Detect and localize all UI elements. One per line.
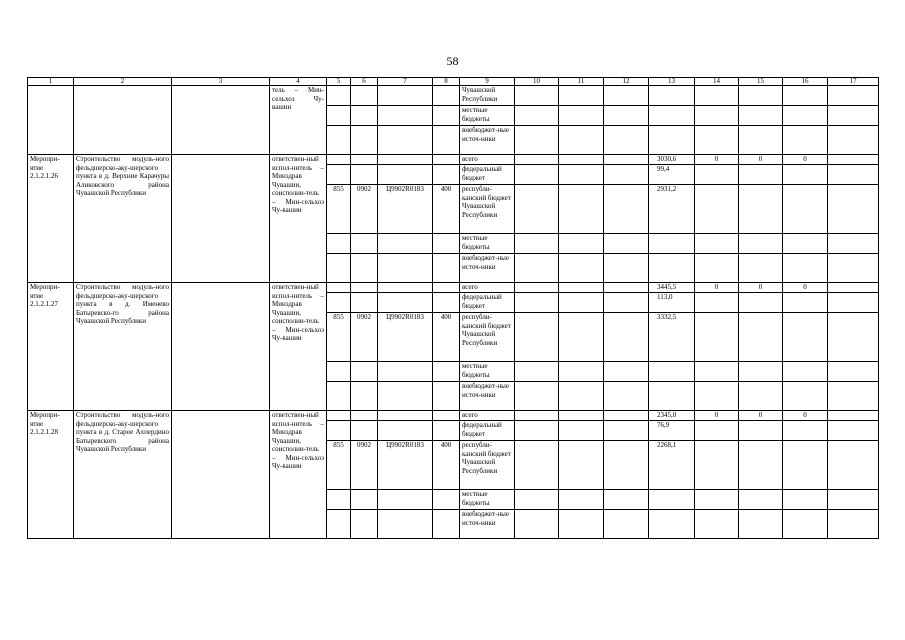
funding-source-cell: всего	[460, 155, 515, 165]
funding-source-cell: всего	[460, 411, 515, 421]
funding-source-cell: внебюджет-ные источ-ники	[460, 382, 515, 411]
funding-source-cell: местные бюджеты	[460, 234, 515, 254]
grbs-cell	[327, 86, 351, 106]
amount-cell: 76,9	[649, 421, 695, 441]
amount-cell: 0	[695, 155, 739, 165]
amount-cell: 3445,5	[649, 283, 695, 293]
amount-cell: 3030,6	[649, 155, 695, 165]
column-number-header: 6	[351, 78, 378, 86]
rzpr-cell: 0902	[351, 185, 378, 234]
column-number-header: 13	[649, 78, 695, 86]
amount-cell: 0	[739, 155, 783, 165]
amount-cell: 0	[695, 283, 739, 293]
funding-source-cell: внебюджет-ные источ-ники	[460, 126, 515, 155]
amount-cell: 0	[695, 411, 739, 421]
program-table	[27, 77, 879, 539]
measure-name-cell: Строительство модуль-ного фельдшерско-аку-шерского пункта в д. Верхние Карачуры Аликовского района Чувашской Республики	[74, 155, 172, 283]
measure-id-cell	[28, 86, 74, 155]
funding-source-cell: внебюджет-ные источ-ники	[460, 254, 515, 283]
funding-source-cell: местные бюджеты	[460, 490, 515, 510]
amount-cell: 0	[783, 155, 828, 165]
funding-source-cell: местные бюджеты	[460, 362, 515, 382]
column-number-header: 17	[828, 78, 879, 86]
csr-cell: Ц9902R0183	[378, 313, 433, 362]
column-number-header: 14	[695, 78, 739, 86]
measure-name-cell	[74, 86, 172, 155]
amount-cell: 0	[783, 283, 828, 293]
column-number-header: 11	[559, 78, 604, 86]
table-row	[28, 411, 879, 421]
executor-cell: ответствен-ный испол-нитель – Минздрав Чувашии, соисполни-тель – Мин-сельхоз Чу-вашии	[270, 155, 327, 283]
goal-cell	[172, 86, 270, 155]
rzpr-cell: 0902	[351, 313, 378, 362]
executor-cell: ответствен-ный испол-нитель – Минздрав Чувашии, соисполни-тель – Мин-сельхоз Чу-вашии	[270, 411, 327, 539]
column-number-header: 16	[783, 78, 828, 86]
executor-cell: тель – Мин-сельхоз Чу-вашии	[270, 86, 327, 155]
table-row	[28, 283, 879, 293]
column-number-header: 12	[604, 78, 649, 86]
amount-cell: 2345,0	[649, 411, 695, 421]
measure-name-cell: Строительство модуль-ного фельдшерско-аку-шерского пункта в д. Старое Ахпердино Батыревского района Чувашской Республики	[74, 411, 172, 539]
executor-cell: ответствен-ный испол-нитель – Минздрав Чувашии, соисполни-тель – Мин-сельхоз Чу-вашии	[270, 283, 327, 411]
funding-source-cell: республи-канский бюджет Чувашской Республики	[460, 441, 515, 490]
column-number-header: 9	[460, 78, 515, 86]
rzpr-cell	[351, 86, 378, 106]
column-number-header: 1	[28, 78, 74, 86]
measure-id-cell: Меропри-ятие 2.1.2.1.26	[28, 155, 74, 283]
column-number-header-row	[28, 78, 879, 86]
measure-id-cell: Меропри-ятие 2.1.2.1.28	[28, 411, 74, 539]
amount-cell: 0	[739, 283, 783, 293]
amount-cell: 3332,5	[649, 313, 695, 362]
funding-source-cell: республи-канский бюджет Чувашской Республики	[460, 313, 515, 362]
grbs-cell: 855	[327, 441, 351, 490]
goal-cell	[172, 155, 270, 283]
goal-cell	[172, 411, 270, 539]
amount-cell: 113,0	[649, 293, 695, 313]
csr-cell	[378, 86, 433, 106]
column-number-header: 3	[172, 78, 270, 86]
amount-cell: 0	[783, 411, 828, 421]
grbs-cell: 855	[327, 313, 351, 362]
table-row	[28, 155, 879, 165]
amount-cell: 99,4	[649, 165, 695, 185]
column-number-header: 8	[433, 78, 460, 86]
funding-source-cell: всего	[460, 283, 515, 293]
funding-source-cell: федеральный бюджет	[460, 165, 515, 185]
funding-source-cell: местные бюджеты	[460, 106, 515, 126]
funding-source-cell: республи-канский бюджет Чувашской Республики	[460, 185, 515, 234]
vr-cell: 400	[433, 441, 460, 490]
column-number-header: 7	[378, 78, 433, 86]
amount-cell: 2931,2	[649, 185, 695, 234]
column-number-header: 15	[739, 78, 783, 86]
funding-source-cell: федеральный бюджет	[460, 421, 515, 441]
csr-cell: Ц9902R0183	[378, 441, 433, 490]
amount-cell: 0	[739, 411, 783, 421]
column-number-header: 2	[74, 78, 172, 86]
column-number-header: 5	[327, 78, 351, 86]
funding-source-cell: федеральный бюджет	[460, 293, 515, 313]
amount-cell: 2268,1	[649, 441, 695, 490]
vr-cell	[433, 86, 460, 106]
measure-id-cell: Меропри-ятие 2.1.2.1.27	[28, 283, 74, 411]
column-number-header: 4	[270, 78, 327, 86]
funding-source-cell: внебюджет-ные источ-ники	[460, 510, 515, 539]
grbs-cell: 855	[327, 185, 351, 234]
csr-cell: Ц9902R0183	[378, 185, 433, 234]
rzpr-cell: 0902	[351, 441, 378, 490]
column-number-header: 10	[515, 78, 559, 86]
vr-cell: 400	[433, 313, 460, 362]
vr-cell: 400	[433, 185, 460, 234]
goal-cell	[172, 283, 270, 411]
page-number: 58	[446, 54, 459, 68]
funding-source-cell: Чувашской Республики	[460, 86, 515, 106]
table-row	[28, 86, 879, 106]
measure-name-cell: Строительство модуль-ного фельдшерско-аку-шерского пункта в д. Именево Батыревско-го района Чувашской Республики	[74, 283, 172, 411]
